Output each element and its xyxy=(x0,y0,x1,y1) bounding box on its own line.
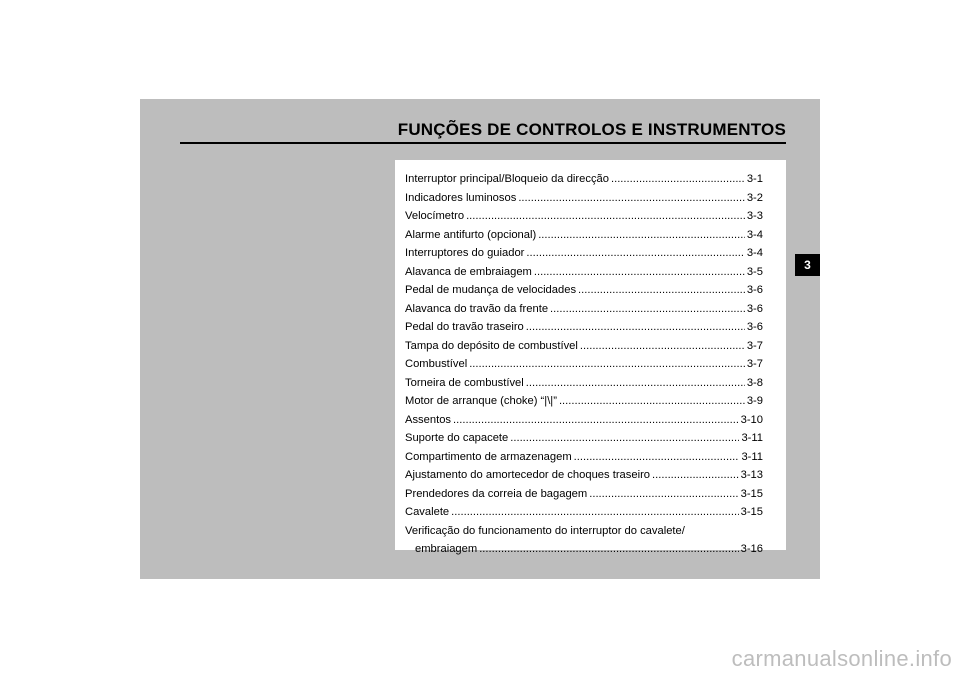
toc-entry-label: Interruptor principal/Bloqueio da direcção xyxy=(405,173,609,185)
toc-entry-label: Suporte do capacete xyxy=(405,432,509,444)
toc-entry xyxy=(405,485,763,504)
toc-leader-dots xyxy=(550,300,745,319)
toc-entry-label: Prendedores da correia de bagagem xyxy=(405,487,588,500)
toc-entry-label: Ajustamento do amortecedor de choques traseiro xyxy=(405,469,651,481)
toc-entry xyxy=(405,374,763,393)
toc-entry-page: 3-3 xyxy=(746,210,763,222)
toc-entry xyxy=(405,170,763,189)
toc-entry-label: Alavanca do travão da frente xyxy=(405,302,549,315)
toc-entry-page: 3-15 xyxy=(740,506,763,518)
toc-entry-page: 3-4 xyxy=(746,228,763,241)
toc-entry-label: embraiagem xyxy=(415,543,478,555)
toc-entry-page: 3-11 xyxy=(741,432,763,444)
toc-entry-page: 3-13 xyxy=(740,469,763,481)
toc-leader-dots xyxy=(652,466,739,485)
toc-entry-page: 3-6 xyxy=(746,284,763,296)
title-underline xyxy=(180,142,786,144)
toc-entry-page: 3-7 xyxy=(746,339,763,352)
toc-leader-dots xyxy=(578,281,745,300)
toc-entry-label: Assentos xyxy=(405,413,452,426)
toc-entry-label: Alavanca de embraiagem xyxy=(405,265,532,278)
toc-leader-dots xyxy=(534,263,745,282)
chapter-tab: 3 xyxy=(795,254,820,276)
toc-entry xyxy=(405,318,763,337)
toc-leader-dots xyxy=(574,448,740,467)
toc-entry xyxy=(405,300,763,319)
toc-entry xyxy=(405,244,763,263)
chapter-title: FUNÇÕES DE CONTROLOS E INSTRUMENTOS xyxy=(397,120,786,139)
toc-leader-dots xyxy=(479,540,738,559)
toc-leader-dots xyxy=(453,411,739,430)
toc-entry-label: Combustível xyxy=(405,358,468,370)
toc-leader-dots xyxy=(611,170,745,189)
toc-entry-label: Interruptores do guiador xyxy=(405,247,525,259)
toc-entry-page: 3-2 xyxy=(746,191,763,204)
toc-entry-page: 3-10 xyxy=(740,413,763,426)
toc-entry-label: Cavalete xyxy=(405,506,450,518)
toc-entry-page: 3-11 xyxy=(741,450,763,463)
table-of-contents-box xyxy=(395,160,786,555)
toc-leader-dots xyxy=(559,392,745,411)
toc-leader-dots xyxy=(580,337,745,356)
toc-entry xyxy=(405,392,763,411)
toc-entry-page: 3-16 xyxy=(740,543,763,555)
toc-entry xyxy=(405,281,763,300)
toc-entry-label: Alarme antifurto (opcional) xyxy=(405,228,537,241)
toc-entry-page: 3-8 xyxy=(746,376,763,389)
toc-entry xyxy=(405,503,763,522)
toc-entry-page: 3-7 xyxy=(746,358,763,370)
toc-entry-page: 3-15 xyxy=(740,487,763,500)
table-of-contents xyxy=(405,170,763,559)
toc-leader-dots xyxy=(526,374,745,393)
toc-entry-label-first-line: Verificação do funcionamento do interruptor do cavalete/ xyxy=(405,524,685,537)
toc-entry-label: Indicadores luminosos xyxy=(405,191,517,204)
toc-entry xyxy=(405,540,763,559)
toc-entry-page: 3-4 xyxy=(746,247,763,259)
toc-entry xyxy=(405,466,763,485)
watermark-text: carmanualsonline.info xyxy=(731,646,952,671)
toc-leader-dots xyxy=(510,429,739,448)
toc-entry xyxy=(405,448,763,467)
toc-entry-label: Torneira de combustível xyxy=(405,376,524,389)
toc-leader-dots xyxy=(526,244,744,263)
toc-leader-dots xyxy=(466,207,745,226)
toc-entry xyxy=(405,263,763,282)
toc-entry-page: 3-5 xyxy=(746,265,763,278)
toc-leader-dots xyxy=(589,485,738,504)
toc-entry xyxy=(405,411,763,430)
toc-leader-dots xyxy=(518,189,745,208)
toc-entry-label: Pedal de mudança de velocidades xyxy=(405,284,577,296)
toc-entry-page: 3-6 xyxy=(746,321,763,333)
toc-entry-page: 3-6 xyxy=(746,302,763,315)
toc-entry-label: Compartimento de armazenagem xyxy=(405,450,572,463)
toc-leader-dots xyxy=(469,355,745,374)
toc-entry xyxy=(405,226,763,245)
toc-entry-page: 3-9 xyxy=(746,395,763,407)
toc-entry-label: Motor de arranque (choke) “|\|” xyxy=(405,395,557,407)
toc-entry xyxy=(405,429,763,448)
toc-entry xyxy=(405,355,763,374)
toc-entry xyxy=(405,207,763,226)
toc-entry-label: Velocímetro xyxy=(405,210,465,222)
toc-leader-dots xyxy=(451,503,738,522)
toc-leader-dots xyxy=(538,226,745,245)
toc-entry xyxy=(405,189,763,208)
toc-entry-page: 3-1 xyxy=(746,173,763,185)
toc-entry-label: Pedal do travão traseiro xyxy=(405,321,524,333)
toc-leader-dots xyxy=(526,318,745,337)
toc-entry xyxy=(405,337,763,356)
toc-entry-label: Tampa do depósito de combustível xyxy=(405,339,578,352)
